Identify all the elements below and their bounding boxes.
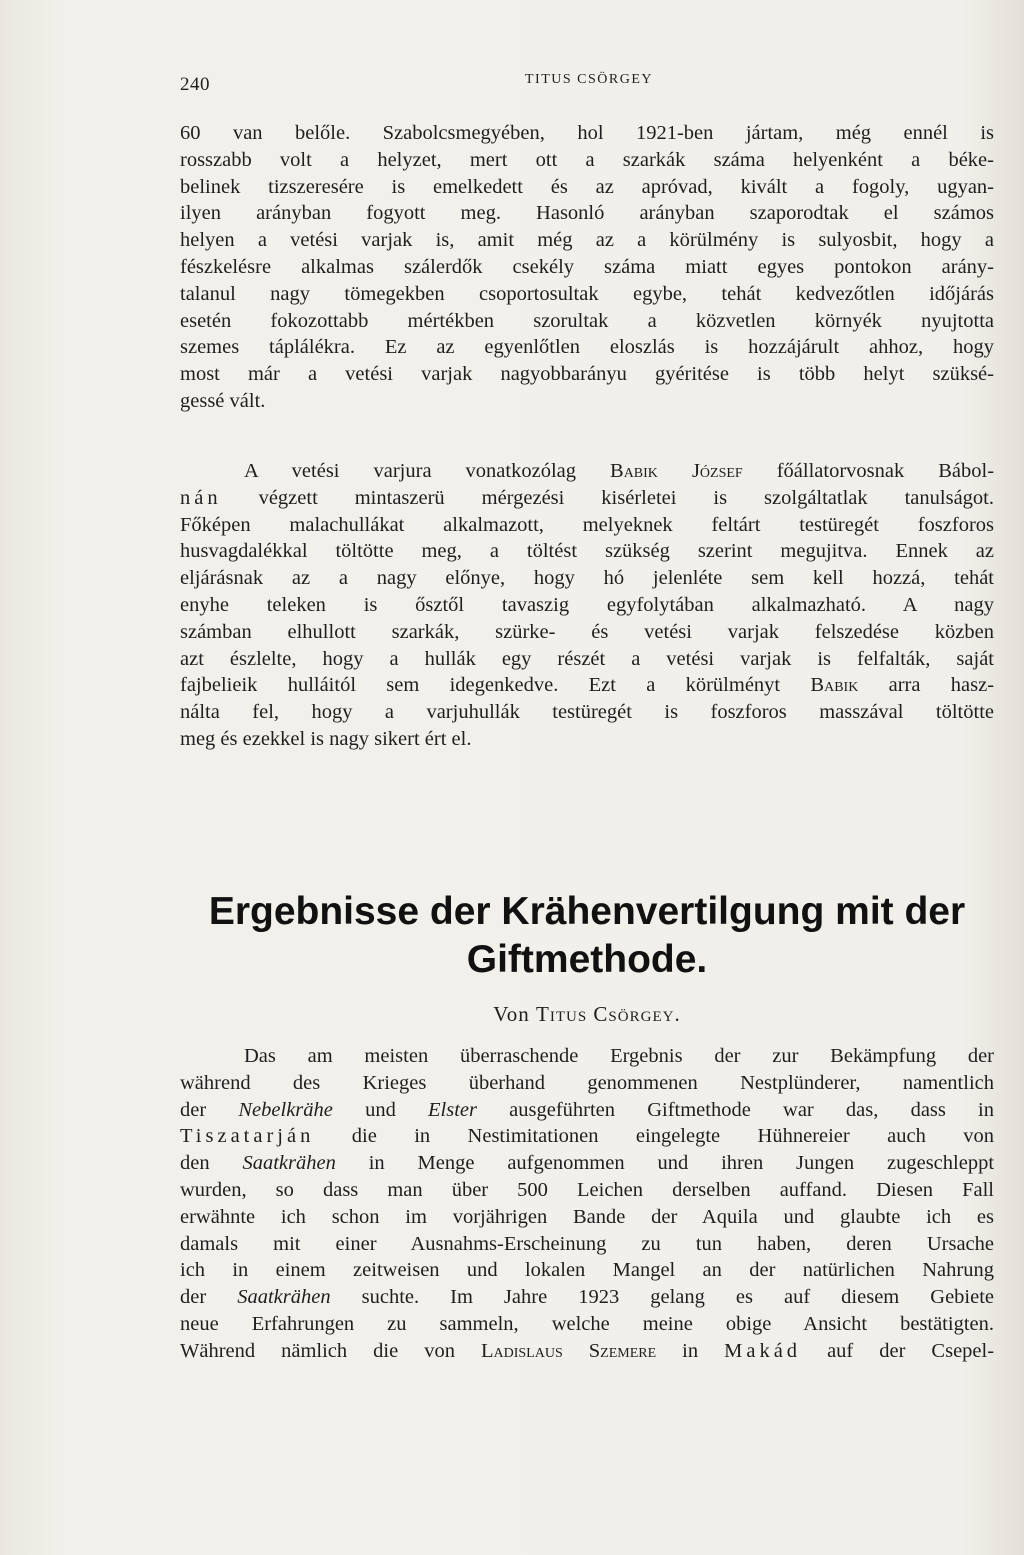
species-name: Nebelkrähe: [238, 1098, 333, 1121]
text-line: Das am meisten überraschende Ergebnis der zur Bekämpfung der: [244, 1045, 994, 1067]
text-line: rosszabb volt a helyzet, mert ott a szarkák száma helyenként a béke-: [180, 148, 994, 171]
text-line: fészkelésre alkalmas szálerdők csekély száma miatt egyes pontokon arány-: [180, 255, 994, 278]
text-line: während des Krieges überhand genommenen Nestplünderer, namentlich: [180, 1071, 994, 1094]
text-line: 60 van belőle. Szabolcsmegyében, hol 1921-ben jártam, még ennél is: [180, 122, 994, 144]
place-name: nán: [180, 486, 222, 509]
text-line: gessé vált.: [180, 389, 266, 412]
page-header: [180, 62, 1000, 95]
text-line: wurden, so dass man über 500 Leichen derselben auffand. Diesen Fall: [180, 1178, 994, 1201]
text-line: helyen a vetési varjak is, amit még az a körülmény is sulyosbit, hogy a: [180, 229, 994, 252]
text-line: enyhe teleken is ősztől tavaszig egyfolytában alkalmazható. A nagy: [180, 593, 994, 616]
text-line: damals mit einer Ausnahms-Erscheinung zu tun haben, deren Ursache: [180, 1232, 994, 1255]
text-line: der Saatkrähen suchte. Im Jahre 1923 gelang es auf diesem Gebiete: [180, 1286, 995, 1309]
text-line: husvagdalékkal töltötte meg, a töltést szükség szerint megujitva. Ennek az: [180, 540, 994, 563]
article-title: [180, 888, 994, 984]
species-name: Elster: [428, 1098, 477, 1121]
text-line: ich in einem zeitweisen und lokalen Mangel an der natürlichen Nahrung: [180, 1259, 994, 1282]
text-line: talanul nagy tömegekben csoportosultak egybe, tehát kedvezőtlen időjárás: [180, 282, 994, 305]
text-line: ilyen arányban fogyott meg. Hasonló arányban szaporodtak el számos: [180, 202, 994, 225]
place-name: Makád: [724, 1339, 802, 1362]
hungarian-paragraph-1: [180, 120, 994, 415]
text-line: erwähnte ich schon im vorjährigen Bande der Aquila und glaubte ich es: [180, 1205, 994, 1228]
text-line: eljárásnak az a nagy előnye, hogy hó jelenléte sem kell hozzá, tehát: [180, 567, 994, 590]
text-line: azt észlelte, hogy a hullák egy részét a vetési varjak is felfalták, saját: [180, 647, 994, 670]
german-paragraph: [180, 1043, 994, 1365]
article-title-line: Ergebnisse der Krähenvertilgung mit der: [208, 890, 966, 933]
page-number: 240: [180, 74, 210, 95]
article-byline: Von Titus Csörgey.: [493, 1002, 681, 1026]
species-name: Saatkrähen: [237, 1286, 331, 1309]
species-name: Saatkrähen: [242, 1152, 336, 1175]
text-line: számban elhullott szarkák, szürke- és vetési varjak felszedése közben: [180, 620, 994, 643]
text-line: den Saatkrähen in Menge aufgenommen und ihren Jungen zugeschleppt: [180, 1152, 995, 1175]
text-line: esetén fokozottabb mértékben szorultak a közvetlen környék nyujtotta: [180, 309, 994, 332]
text-line: most már a vetési varjak nagyobbarányu gyéritése is több helyt szüksé-: [180, 363, 994, 386]
text-line: fajbelieik hulláitól sem idegenkedve. Ezt a körülményt Babik arra hasz-: [180, 674, 995, 697]
byline-author: Titus Csörgey.: [536, 1002, 681, 1026]
text-line: meg és ezekkel is nagy sikert ért el.: [180, 727, 472, 750]
text-line: belinek tizszeresére is emelkedett és az apróvad, kivált a fogoly, ugyan-: [180, 175, 994, 198]
running-title: TITUS CSÖRGEY: [525, 72, 654, 87]
author-name-jozsef: József: [691, 460, 743, 482]
author-name-babik: Babik: [610, 460, 658, 482]
text-line: nálta fel, hogy a varjuhullák testüregét is foszforos masszával töltötte: [180, 701, 994, 724]
text-line: Tiszatarján die in Nestimitationen eingelegte Hühnereier auch von: [180, 1125, 994, 1148]
author-name-babik: Babik: [810, 674, 859, 697]
article-title-line: Giftmethode.: [466, 938, 708, 981]
text-line: A vetési varjura vonatkozólag Babik József főállatorvosnak Bábol-: [244, 460, 995, 482]
text-line: Főképen malachullákat alkalmazott, melyeknek feltárt testüregét foszforos: [180, 513, 994, 536]
place-name: Tiszatarján: [180, 1125, 315, 1148]
text-line: Während nämlich die von Ladislaus Szemere in Makád auf der Csepel-: [180, 1339, 995, 1362]
text-line: nán végzett mintaszerü mérgezési kisérletei is szolgáltatlak tanulságot.: [180, 486, 994, 509]
hungarian-paragraph-2: [180, 458, 994, 753]
text-line: neue Erfahrungen zu sammeln, welche meine obige Ansicht bestätigten.: [180, 1312, 994, 1335]
text-line: der Nebelkrähe und Elster ausgeführten Giftmethode war das, dass in: [180, 1098, 995, 1121]
text-line: szemes táplálékra. Ez az egyenlőtlen eloszlás is hozzájárult ahhoz, hogy: [180, 336, 994, 359]
author-name-szemere: Ladislaus Szemere: [480, 1339, 657, 1362]
